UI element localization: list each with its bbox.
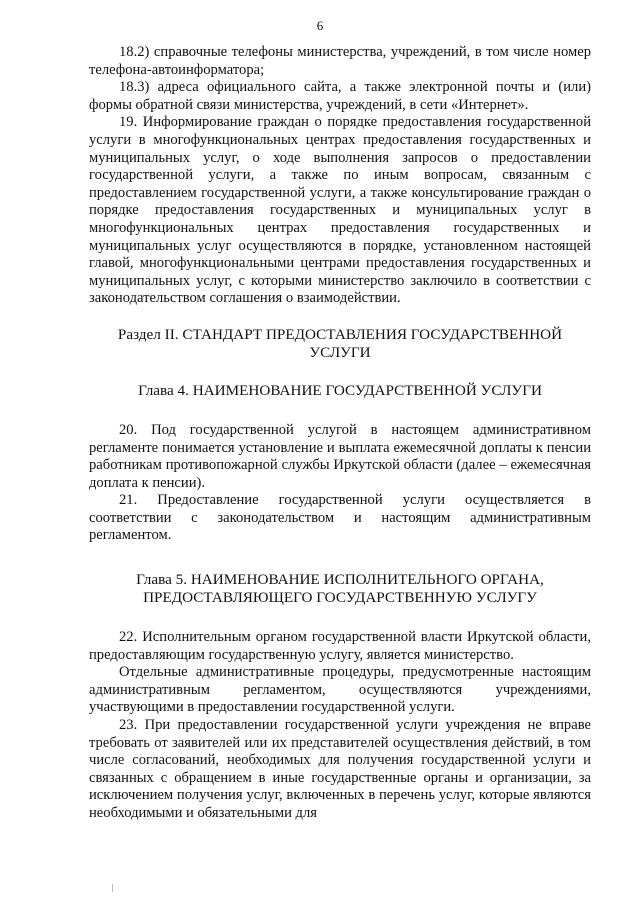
- paragraph-18-3: 18.3) адреса официального сайта, а также электронной почты и (или) формы обратной связи министерства, учреждений, в сети «Интернет».: [89, 79, 591, 113]
- paragraph-21: 21. Предоставление государственной услуги осуществляется в соответствии с законодательством и настоящим административным регламентом.: [89, 492, 591, 544]
- scan-artifact-mark: [112, 884, 113, 892]
- paragraph-19: 19. Информирование граждан о порядке предоставления государственной услуги в многофункциональных центрах предоставления государственных и муниципальных услуг, о ходе выполнения запросов о предоставлении государственной услуги, а также по иным вопросам, связанным с предоставлением государственной услуги, а также консультирование граждан о порядке предоставления государственных и муниципальных услуг в многофункциональных центрах предоставления государственных и муниципальных услуг осуществляются в порядке, установленном настоящей главой, многофункциональными центрами предоставления государственных и муниципальных услуг, с которыми министерство заключило в соответствии с законодательством соглашения о взаимодействии.: [89, 114, 591, 307]
- document-body: [89, 44, 591, 823]
- chapter-5-heading: Глава 5. НАИМЕНОВАНИЕ ИСПОЛНИТЕЛЬНОГО ОРГАНА, ПРЕДОСТАВЛЯЮЩЕГО ГОСУДАРСТВЕННУЮ УСЛУГУ: [136, 571, 544, 607]
- paragraph-22-continued: Отдельные административные процедуры, предусмотренные настоящим административным регламентом, осуществляются учреждениями, участвующими в предоставлении государственной услуги.: [89, 664, 591, 716]
- paragraph-20: 20. Под государственной услугой в настоящем административном регламенте понимается установление и выплата ежемесячной доплаты к пенсии работникам противопожарной службы Иркутской области (далее – ежемесячная доплата к пенсии).: [89, 421, 591, 491]
- chapter-4-heading: Глава 4. НАИМЕНОВАНИЕ ГОСУДАРСТВЕННОЙ УСЛУГИ: [138, 381, 542, 399]
- section-heading: Раздел II. СТАНДАРТ ПРЕДОСТАВЛЕНИЯ ГОСУДАРСТВЕННОЙ УСЛУГИ: [117, 325, 563, 361]
- page-number: 6: [316, 18, 324, 33]
- paragraph-23: 23. При предоставлении государственной услуги учреждения не вправе требовать от заявителей или их представителей осуществления действий, в том числе согласований, необходимых для получения государственной услуги и связанных с обращением в иные государственные органы и организации, за исключением получения услуг, включенных в перечень услуг, которые являются необходимыми и обязательными для: [89, 717, 591, 821]
- paragraph-22: 22. Исполнительным органом государственной власти Иркутской области, предоставляющим государственную услугу, является министерство.: [89, 629, 591, 663]
- paragraph-18-2: 18.2) справочные телефоны министерства, учреждений, в том числе номер телефона-автоинформатора;: [89, 44, 591, 78]
